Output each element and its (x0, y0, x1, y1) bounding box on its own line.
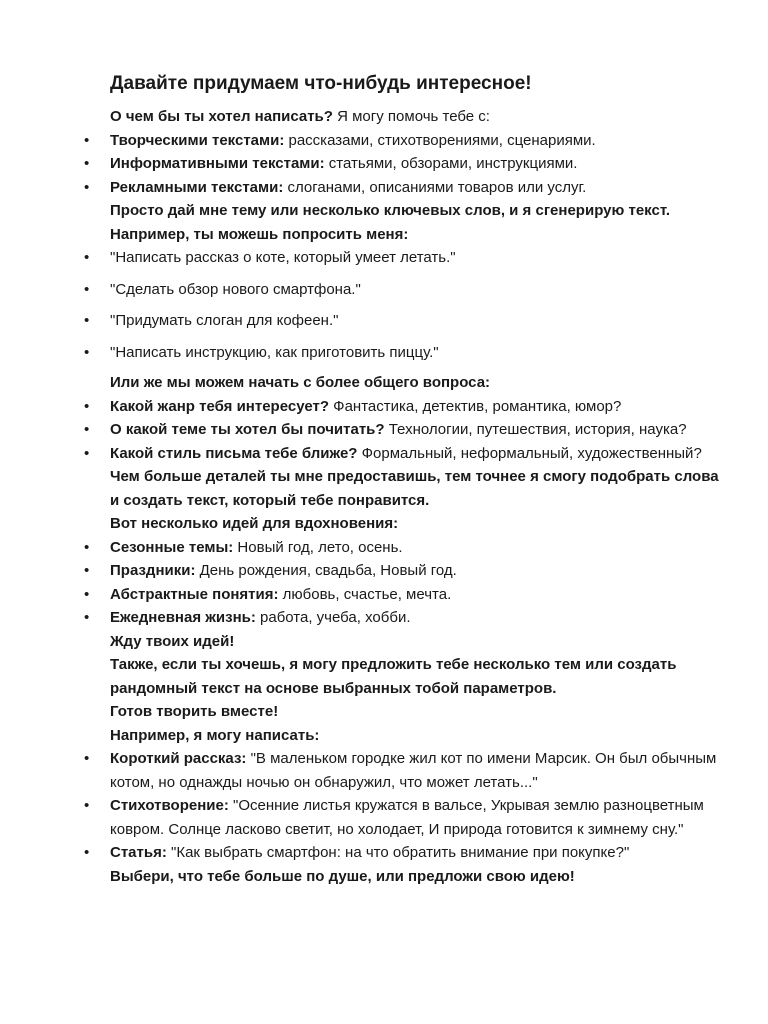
list-item-term: О какой теме ты хотел бы почитать? (110, 421, 385, 438)
intro-lead: О чем бы ты хотел написать? (110, 108, 333, 125)
list-item (110, 176, 720, 200)
list-item-term: Рекламными текстами: (110, 178, 284, 196)
list-item-desc: "Осенние листья кружатся в вальсе, Укрывая землю разноцветным ковром. Солнце ласково светит, но холодает, И природа готовится к зимнему сну." (110, 797, 704, 838)
list-item-desc: Фантастика, детектив, романтика, юмор? (329, 397, 622, 415)
list-item (110, 559, 720, 583)
document-body (110, 72, 720, 888)
list-item-desc: Формальный, неформальный, художественный? (357, 444, 702, 462)
list-item-desc: любовь, счастье, мечта. (278, 585, 452, 603)
list-item (110, 536, 720, 560)
list-item-desc: работа, учеба, хобби. (255, 609, 411, 626)
random-line: Также, если ты хочешь, я могу предложить тебе несколько тем или создать рандомный текст на основе выбранных тобой параметров. (110, 656, 677, 697)
details-line: Чем больше деталей ты мне предоставишь, тем точнее я смогу подобрать слова и создать текст, который тебе понравится. (110, 468, 719, 509)
list-item-desc: слоганами, описаниями товаров или услуг. (283, 178, 587, 196)
list-item (110, 794, 720, 841)
list-item (110, 395, 720, 419)
list-item (110, 606, 720, 630)
intro-rest: Я могу помочь тебе с: (332, 108, 490, 125)
list-item: • "Написать инструкцию, как приготовить пиццу." (110, 341, 720, 365)
list-item-desc: Технологии, путешествия, история, наука? (384, 421, 687, 438)
list-item-term: Сезонные темы: (110, 538, 234, 556)
closing-line: Выбери, что тебе больше по душе, или предложи свою идею! (110, 867, 575, 885)
list-item-term: Творческими текстами: (110, 131, 285, 149)
ideas-list (110, 536, 720, 630)
ideas-heading: Вот несколько идей для вдохновения: (110, 515, 399, 532)
write-heading: Например, я могу написать: (110, 726, 320, 744)
list-item (110, 583, 720, 607)
general-heading: Или же мы можем начать с более общего вопроса: (110, 374, 491, 391)
example-heading: Например, ты можешь попросить меня: (110, 225, 409, 243)
list-item-desc: День рождения, свадьба, Новый год. (195, 562, 457, 579)
prompt-line: Просто дай мне тему или несколько ключевых слов, и я сгенерирую текст. (110, 202, 671, 219)
example-requests-list (110, 246, 720, 364)
list-item: • "Написать рассказ о коте, который умеет летать." (110, 246, 720, 270)
questions-list (110, 395, 720, 466)
list-item (110, 418, 720, 442)
list-item-term: Праздники: (110, 562, 196, 579)
list-item-desc: статьями, обзорами, инструкциями. (324, 155, 578, 172)
list-item (110, 152, 720, 176)
list-item-desc: Новый год, лето, осень. (233, 538, 403, 556)
help-list (110, 129, 720, 200)
list-item-term: Какой жанр тебя интересует? (110, 397, 329, 415)
list-item-term: Абстрактные понятия: (110, 585, 279, 603)
list-item-term: Ежедневная жизнь: (110, 609, 256, 626)
list-item-term: Какой стиль письма тебе ближе? (110, 444, 358, 462)
list-item-desc: рассказами, стихотворениями, сценариями. (284, 131, 596, 149)
list-item (110, 129, 720, 153)
list-item-desc: "Как выбрать смартфон: на что обратить внимание при покупке?" (166, 844, 630, 861)
ready-line: Готов творить вместе! (110, 703, 279, 720)
list-item (110, 841, 720, 865)
list-item-term: Короткий рассказ: (110, 750, 247, 767)
list-item: • "Придумать слоган для кофеен." (110, 309, 720, 333)
waiting-line: Жду твоих идей! (110, 632, 235, 650)
list-item-term: Информативными текстами: (110, 155, 325, 172)
intro-paragraph (110, 105, 720, 129)
list-item-desc: "В маленьком городке жил кот по имени Марсик. Он был обычным котом, но однажды ночью он обнаружил, что может летать..." (110, 750, 717, 791)
list-item-term: Стихотворение: (110, 797, 229, 814)
list-item (110, 747, 720, 794)
list-item-term: Статья: (110, 844, 167, 861)
page-title: Давайте придумаем что-нибудь интересное! (110, 73, 532, 94)
samples-list (110, 747, 720, 865)
list-item: • "Сделать обзор нового смартфона." (110, 278, 720, 302)
list-item (110, 442, 720, 466)
